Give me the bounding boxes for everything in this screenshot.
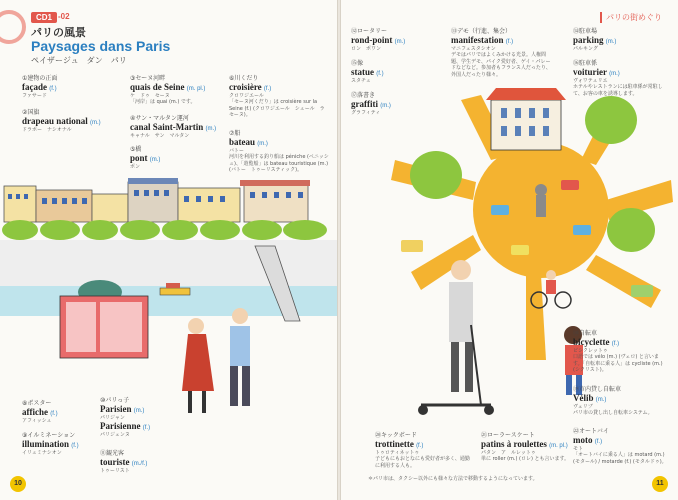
vocab-fr: moto (f.) [573, 435, 603, 445]
vocab-fr: canal Saint-Martin (m.) [130, 122, 217, 132]
vocab-entry [22, 73, 57, 99]
vocab-ja: ⑧ポスター [22, 400, 52, 407]
vocab-entry [229, 128, 329, 174]
vocab-entry [351, 26, 405, 52]
vocab-kana: スタチュ [351, 78, 371, 84]
cd-track: -02 [58, 12, 70, 21]
vocab-fr: patins à roulettes (m. pl.) [481, 439, 568, 449]
vocab-kana: パリジャン [100, 415, 125, 421]
vocab-kana: ビシクレットゥ [573, 348, 608, 354]
vocab-entry [130, 73, 225, 106]
vocab-fr: voiturier (m.) [573, 67, 620, 77]
vocab-entry [481, 430, 576, 463]
vocab-ja: ⑰落書き [351, 92, 376, 99]
vocab-entry [100, 395, 150, 438]
vocab-ja: ⑬デモ（行進、集会） [451, 28, 512, 35]
vocab-fr: bateau (m.) [229, 137, 268, 147]
vocab-entry [573, 426, 668, 465]
vocab-kana: ケ ドゥ セーヌ [130, 93, 170, 99]
vocab-ja: ㉑ローラースケート [481, 432, 535, 439]
vocab-note: パリ市の貸し出し自転車システム。 [573, 410, 653, 416]
vocab-ja: ⑪観光客 [100, 450, 125, 457]
cd-badge: CD1 [31, 12, 57, 23]
vocab-note: 「オートバイに乗る人」は motard (m.) (モタール) / motarde (f.) (モタルドゥ)。 [573, 452, 667, 465]
vocab-fr: graffiti (m.) [351, 99, 391, 109]
vocab-note: 口語では vélo (m.) (ヴェロ) と言います。「自転車に乗る人」は cycliste (m.) (シクリスト)。 [573, 354, 663, 373]
seine-scene-illustration [0, 176, 337, 421]
vocab-kana: ファサード [22, 93, 47, 99]
vocab-ja: ⑲市内貸し自転車 [573, 386, 622, 393]
vocab-fr: Parisien (m.) [100, 404, 145, 414]
vocab-fr: pont (m.) [130, 153, 161, 163]
vocab-kana: ヴォワテュリエ [573, 78, 608, 84]
vocab-ja: ⑮像 [351, 60, 364, 67]
vocab-ja: ⑨イルミネーション [22, 432, 76, 439]
vocab-kana: マニフェスタシオン [451, 46, 496, 52]
vocab-entry [351, 58, 384, 84]
vocab-entry [451, 26, 551, 78]
page-title-fr: Paysages dans Paris [31, 38, 171, 54]
building [486, 88, 566, 150]
vocab-kana: クロワジエール [229, 93, 264, 99]
vocab-fr: Vélib (m.) [573, 393, 607, 403]
vocab-fr: bicyclette (f.) [573, 337, 620, 347]
page-number: 10 [10, 476, 26, 492]
vocab-fr: rond-point (m.) [351, 35, 406, 45]
vocab-fr: parking (m.) [573, 35, 617, 45]
vocab-fr: affiche (f.) [22, 407, 58, 417]
vocab-kana: イリュミナシオン [22, 450, 62, 456]
ring-decoration [0, 10, 26, 44]
vocab-kana: トゥーリスト [100, 468, 130, 474]
vocab-ja: ③セーヌ河畔 [130, 75, 166, 82]
vocab-kana: パルキング [573, 46, 598, 52]
vocab-note: デモはパリではよくみかける光景。人権問題、学生デモ、パイク愛好者、ゲイ・パレードなどなど。参加者もフランス人だったり、外国人だったり様々。 [451, 52, 551, 78]
vocab-kana: ポン [130, 164, 141, 170]
vocab-entry [22, 398, 58, 424]
vocab-note: 子どもにもおとなにも愛好者が多く、通勤に利用する人も。 [375, 456, 470, 469]
vocab-entry [100, 448, 147, 474]
right-page [341, 0, 678, 500]
vocab-fr: façade (f.) [22, 82, 57, 92]
vocab-kana: バトー [229, 148, 244, 154]
vocab-kana: モト [573, 446, 584, 452]
vocab-ja: ⑤橋 [130, 146, 142, 153]
vocab-ja: ⑭駐車場 [573, 28, 598, 35]
vocab-kana: ヴェリブ [573, 404, 593, 410]
vocab-fr: drapeau national (m.) [22, 116, 101, 126]
vocab-entry [22, 107, 101, 133]
vocab-kana: パリジェンヌ [100, 432, 130, 438]
left-page [0, 0, 337, 500]
vocab-ja: ⑩パリっ子 [100, 397, 130, 404]
vocab-entry [130, 144, 160, 170]
vocab-entry [573, 328, 668, 374]
vocab-note: 単に roller (m.) (ロレ) とも言います。 [481, 456, 570, 462]
vocab-ja: ④サン・マルタン運河 [130, 115, 189, 122]
vocab-fr: trottinette (f.) [375, 439, 424, 449]
vocab-fr: statue (f.) [351, 67, 384, 77]
vocab-entry [573, 384, 668, 417]
vocab-entry [573, 26, 616, 52]
vocab-fr-feminine: Parisienne (f.) [100, 421, 151, 431]
vocab-note: 「セーヌ河くだり」は croisière sur la Seine (f.) (クロワジエール シュール ラ セーヌ)。 [229, 99, 330, 118]
page-number: 11 [652, 476, 668, 492]
vocab-fr: illumination (f.) [22, 439, 79, 449]
vocab-ja: ①建物の正面 [22, 75, 58, 82]
section-tag: パリの街めぐり [600, 12, 662, 23]
vocab-kana: グラフィティ [351, 110, 381, 116]
vocab-ja: ⑳キックボード [375, 432, 417, 439]
vocab-kana: アフィッシュ [22, 418, 52, 424]
vocab-ja: ⑦船 [229, 130, 241, 137]
vocab-entry [22, 430, 79, 456]
vocab-kana: ロン ポワン [351, 46, 382, 52]
page-title-kana: ペイザージュ ダン パリ [31, 56, 127, 65]
vocab-entry [130, 113, 216, 139]
vocab-note: ホテルやレストランには駐車係が常駐して、お客の車を誘導します。 [573, 84, 663, 97]
vocab-kana: ドラポー ナシオナル [22, 127, 72, 133]
statue [535, 184, 547, 217]
page-title-ja: パリの風景 [31, 26, 86, 39]
vocab-entry [573, 58, 668, 97]
footnote: ＊パリ市は、タクシー以外にも様々な方法で移動するようになっています。 [368, 476, 538, 482]
vocab-ja: ⑥川くだり [229, 75, 259, 82]
vocab-fr: croisière (f.) [229, 82, 272, 92]
vocab-entry [375, 430, 470, 469]
vocab-kana: パタン ア ルレットゥ [481, 450, 536, 456]
vocab-ja: ②国旗 [22, 109, 40, 116]
vocab-kana: キャナル サン マルタン [130, 133, 190, 139]
vocab-kana: トゥロティネットゥ [375, 450, 420, 456]
vocab-note: 河川を利用する釣り船は péniche (ペニッシュ)、「遊覧船」は bateau touristique (m.) (バトー トゥーリスティック)。 [229, 154, 329, 173]
vocab-entry [229, 73, 329, 119]
vocab-note: 「河岸」は quai (m.) です。 [130, 99, 196, 105]
vocab-fr: touriste (m./f.) [100, 457, 148, 467]
vocab-ja: ㉒オートバイ [573, 428, 609, 435]
vocab-ja: ⑱自転車 [573, 330, 598, 337]
rotary-scene-illustration [341, 60, 678, 480]
vocab-ja: ⑯駐車係 [573, 60, 598, 67]
vocab-entry [351, 90, 391, 116]
vocab-fr: quais de Seine (m. pl.) [130, 82, 206, 92]
vocab-fr: manifestation (f.) [451, 35, 514, 45]
vocab-ja: ⑫ロータリー [351, 28, 388, 35]
